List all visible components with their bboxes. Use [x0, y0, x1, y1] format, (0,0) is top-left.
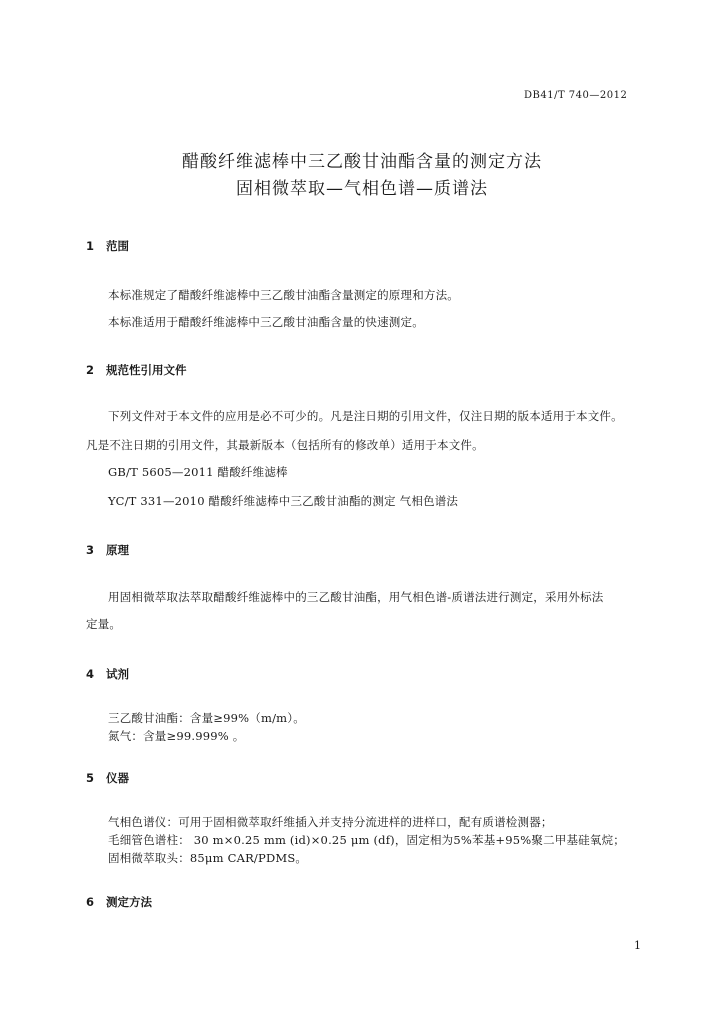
section-number: 5 [86, 771, 95, 785]
document-title-line-1: 醋酸纤维滤棒中三乙酸甘油酯含量的测定方法 [182, 152, 542, 172]
page-number: 1 [634, 939, 641, 952]
paragraph: 用固相微萃取法萃取醋酸纤维滤棒中的三乙酸甘油酯，用气相色谱-质谱法进行测定，采用外标法 [108, 590, 604, 604]
section-4-heading [86, 666, 129, 682]
paragraph: 固相微萃取头：85μm CAR/PDMS。 [108, 851, 308, 865]
paragraph: 本标准适用于醋酸纤维滤棒中三乙酸甘油酯含量的快速测定。 [108, 315, 424, 329]
paragraph: 本标准规定了醋酸纤维滤棒中三乙酸甘油酯含量测定的原理和方法。 [108, 288, 459, 302]
paragraph: 下列文件对于本文件的应用是必不可少的。凡是注日期的引用文件，仅注日期的版本适用于本文件。 [108, 409, 623, 423]
section-5-heading [86, 770, 129, 786]
section-2-heading [86, 362, 187, 378]
section-title: 原理 [106, 543, 129, 557]
paragraph: 毛细管色谱柱： 30 m×0.25 mm (id)×0.25 μm (df)，固定相为5%苯基+95%聚二甲基硅氧烷； [108, 833, 625, 847]
reference-item: YC/T 331—2010 醋酸纤维滤棒中三乙酸甘油酯的测定 气相色谱法 [108, 494, 459, 508]
section-title: 试剂 [106, 667, 129, 681]
section-1-heading [86, 238, 129, 254]
reference-item: GB/T 5605—2011 醋酸纤维滤棒 [108, 465, 288, 479]
section-3-heading [86, 542, 129, 558]
section-title: 范围 [106, 239, 129, 253]
section-number: 6 [86, 895, 95, 909]
section-number: 3 [86, 543, 95, 557]
section-title: 仪器 [106, 771, 129, 785]
section-title: 测定方法 [106, 895, 152, 909]
paragraph: 三乙酸甘油酯：含量≥99%（m/m）。 [108, 711, 305, 725]
paragraph: 氮气：含量≥99.999% 。 [108, 729, 245, 743]
section-number: 1 [86, 239, 95, 253]
section-title: 规范性引用文件 [106, 363, 187, 377]
paragraph: 气相色谱仪：可用于固相微萃取纤维插入并支持分流进样的进样口，配有质谱检测器； [108, 815, 553, 829]
paragraph: 定量。 [86, 617, 122, 631]
section-number: 2 [86, 363, 95, 377]
document-title-line-2: 固相微萃取—气相色谱—质谱法 [236, 179, 488, 199]
paragraph: 凡是不注日期的引用文件，其最新版本（包括所有的修改单）适用于本文件。 [86, 438, 484, 452]
section-number: 4 [86, 667, 95, 681]
section-6-heading [86, 894, 152, 910]
standard-code: DB41/T 740—2012 [524, 90, 628, 101]
